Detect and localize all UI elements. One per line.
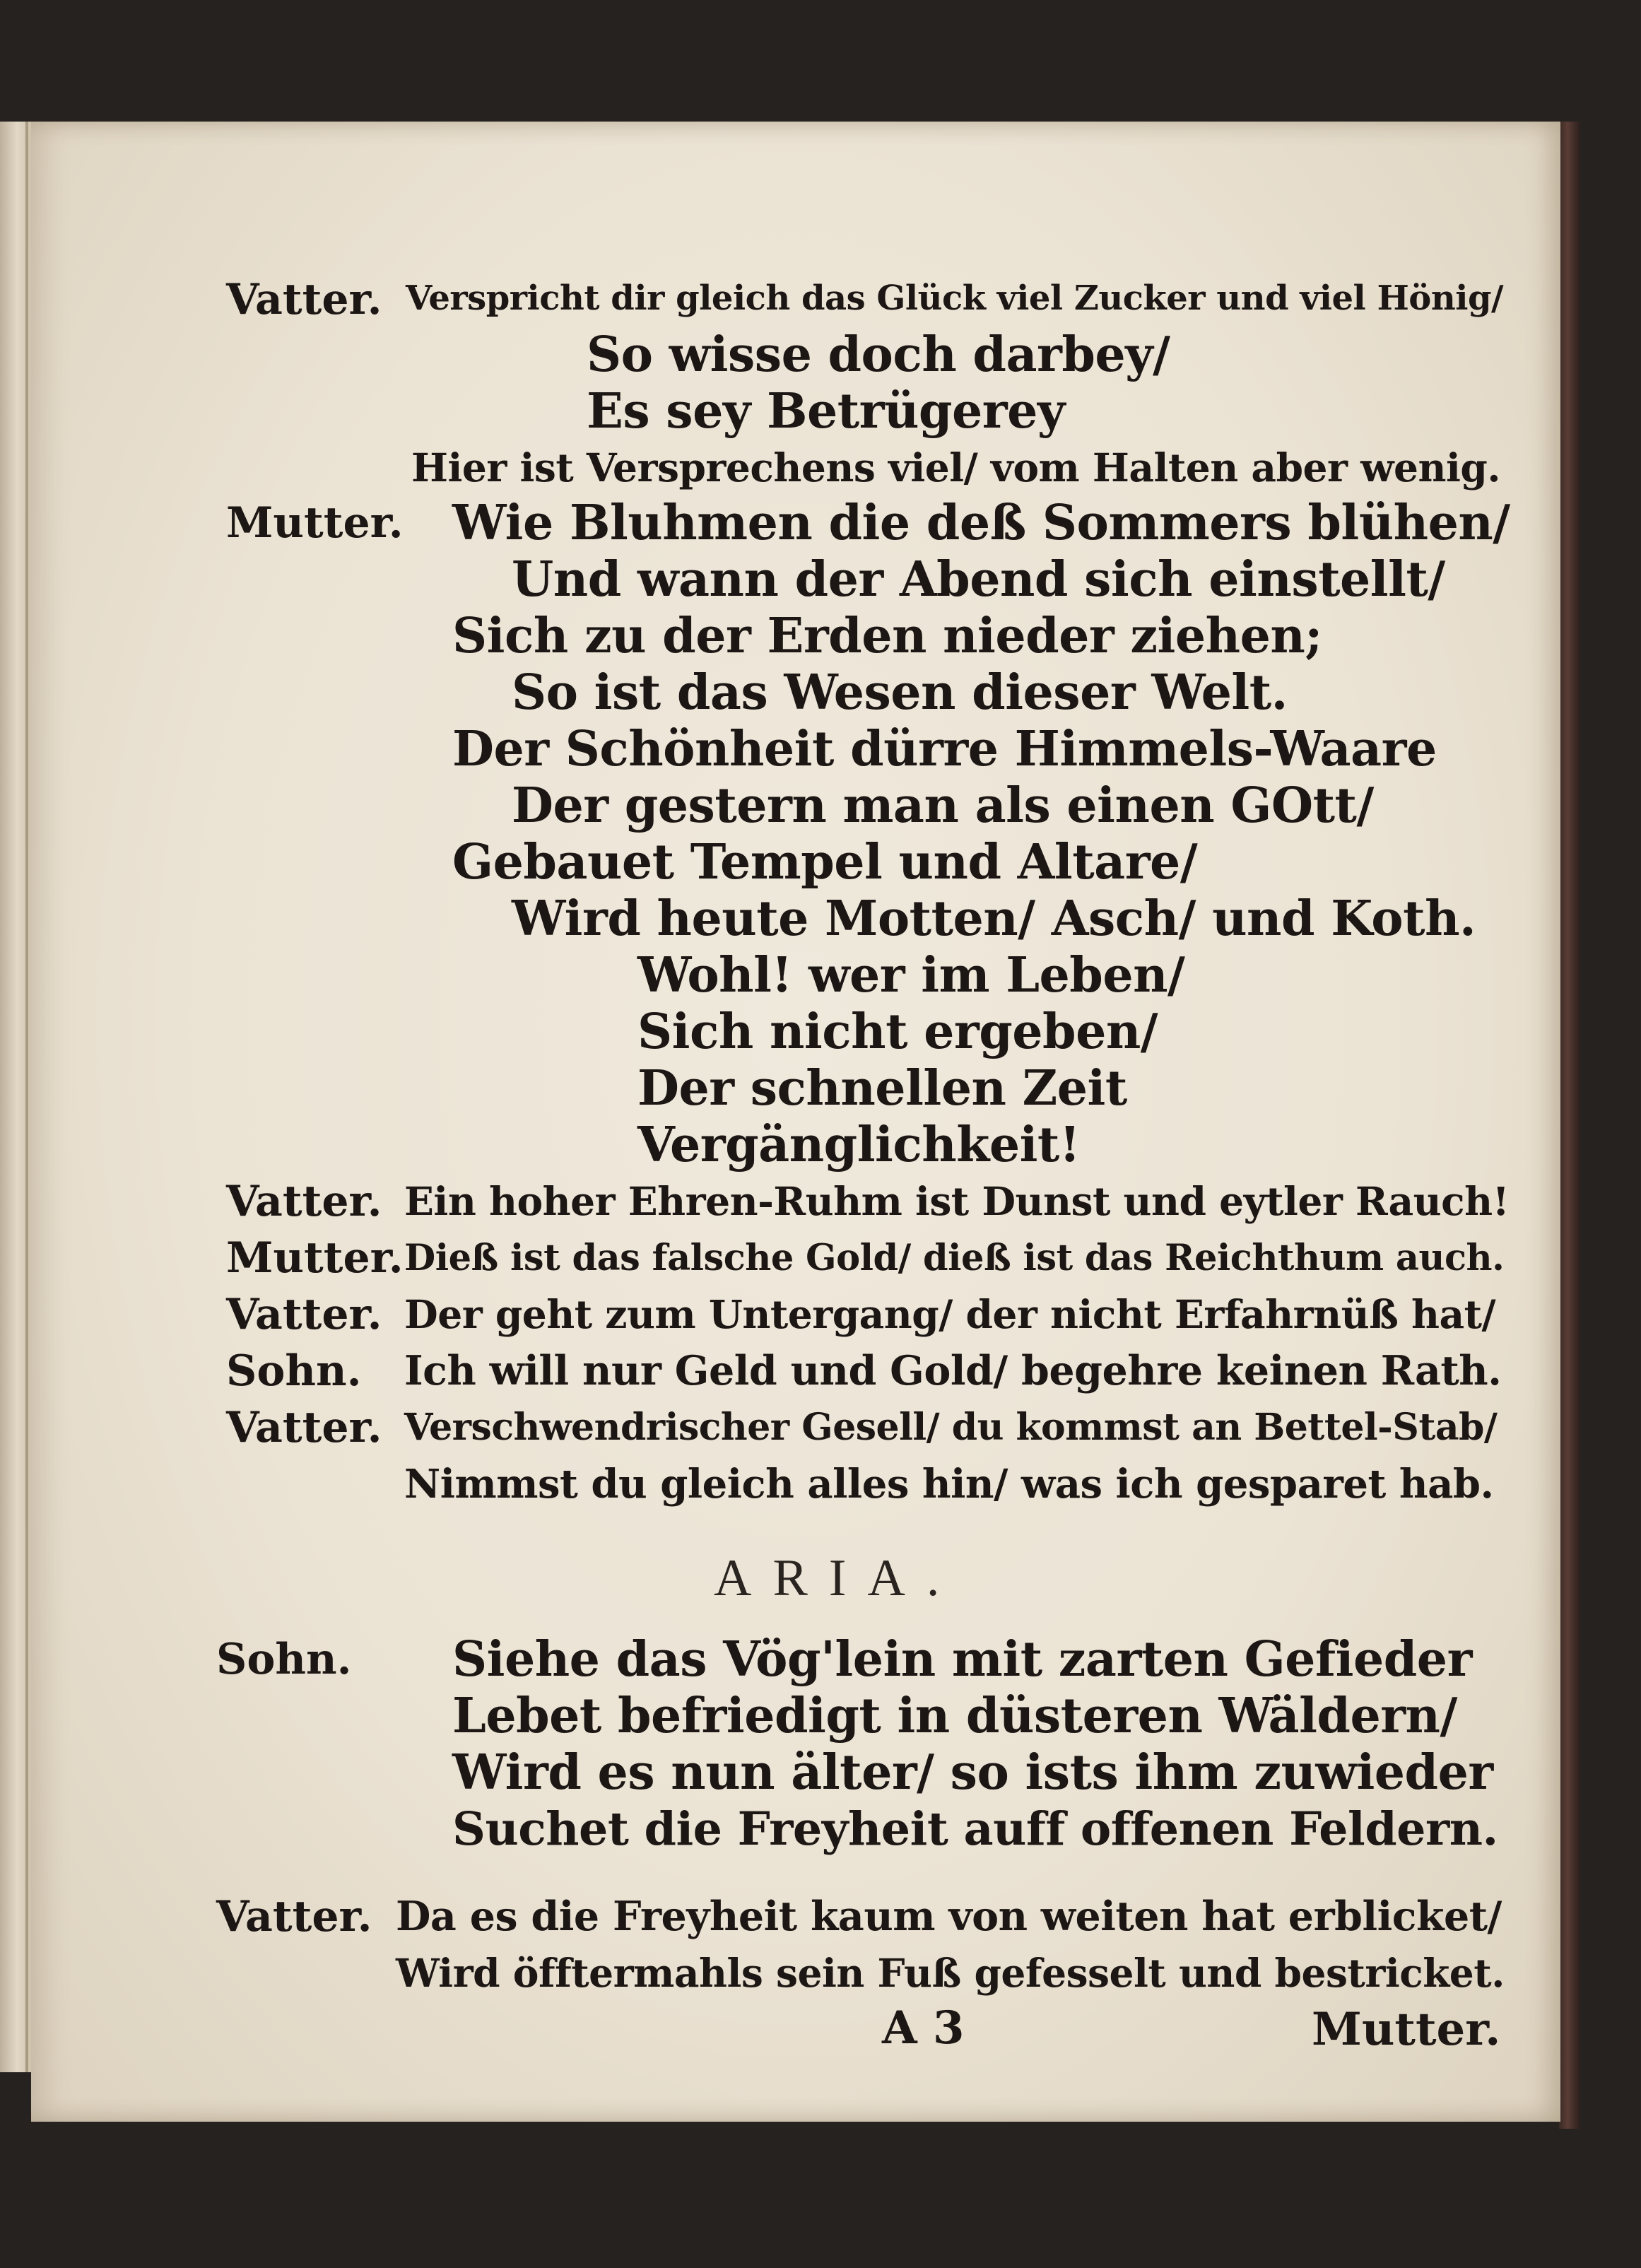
aria-heading: ARIA.: [714, 1549, 961, 1607]
verse-line: Und wann der Abend sich einstellt/: [512, 551, 1445, 608]
verse-line: Ein hoher Ehren-Ruhm ist Dunst und eytler Rauch!: [404, 1178, 1510, 1224]
verse-line: Wird öfftermahls sein Fuß gefesselt und bestricket.: [396, 1950, 1505, 1996]
verse-line: Sich nicht ergeben/: [637, 1004, 1158, 1060]
verse-line: Sich zu der Erden nieder ziehen;: [452, 608, 1322, 664]
book-page: [31, 122, 1560, 2122]
verse-line: Der schnellen Zeit: [637, 1060, 1127, 1117]
verse-line: Wohl! wer im Leben/: [637, 947, 1185, 1004]
speaker-label: Vatter.: [216, 1892, 372, 1941]
verse-line: Wie Bluhmen die deß Sommers blühen/: [452, 495, 1510, 551]
verse-line: Der geht zum Untergang/ der nicht Erfahrnüß hat/: [404, 1291, 1496, 1337]
book-binding: [1559, 122, 1580, 2129]
verse-line: So ist das Wesen dieser Welt.: [512, 664, 1288, 721]
verse-line: Der Schönheit dürre Himmels-Waare: [452, 721, 1437, 777]
verse-line: Verspricht dir gleich das Glück viel Zucker und viel Hönig/: [406, 278, 1504, 318]
verse-line: Ich will nur Geld und Gold/ begehre keinen Rath.: [404, 1347, 1502, 1394]
verse-line: Da es die Freyheit kaum von weiten hat erblicket/: [396, 1893, 1502, 1940]
catchword: Mutter.: [1312, 2003, 1501, 2056]
verse-line: Wird es nun älter/ so ists ihm zuwieder: [452, 1744, 1493, 1801]
previous-page-fold: [25, 122, 28, 2072]
speaker-label: Mutter.: [226, 1233, 404, 1283]
verse-line: Suchet die Freyheit auff offenen Feldern.: [452, 1802, 1498, 1856]
speaker-label: Vatter.: [226, 1290, 382, 1339]
verse-line: Es sey Betrügerey: [587, 383, 1065, 440]
verse-line: Siehe das Vög'lein mit zarten Gefieder: [452, 1631, 1472, 1688]
speaker-label: Vatter.: [226, 275, 382, 324]
verse-line: Dieß ist das falsche Gold/ dieß ist das Reichthum auch.: [404, 1237, 1505, 1279]
verse-line: So wisse doch darbey/: [587, 327, 1170, 383]
verse-line: Gebauet Tempel und Altare/: [452, 834, 1198, 891]
verse-line: Der gestern man als einen GOtt/: [512, 777, 1374, 834]
verse-line: Vergänglichkeit!: [637, 1117, 1081, 1173]
speaker-label: Vatter.: [226, 1177, 382, 1226]
signature-mark: A 3: [882, 2002, 965, 2055]
speaker-label: Sohn.: [216, 1635, 352, 1684]
speaker-label: Mutter.: [226, 498, 404, 548]
verse-line: Nimmst du gleich alles hin/ was ich gesparet hab.: [404, 1461, 1494, 1508]
verse-line: Hier ist Versprechens viel/ vom Halten aber wenig.: [411, 445, 1500, 490]
speaker-label: Vatter.: [226, 1403, 382, 1452]
verse-line: Lebet befriedigt in düsteren Wäldern/: [452, 1688, 1457, 1744]
speaker-label: Sohn.: [226, 1346, 362, 1396]
verse-line: Wird heute Motten/ Asch/ und Koth.: [512, 891, 1476, 947]
verse-line: Verschwendrischer Gesell/ du kommst an Bettel-Stab/: [404, 1406, 1498, 1449]
